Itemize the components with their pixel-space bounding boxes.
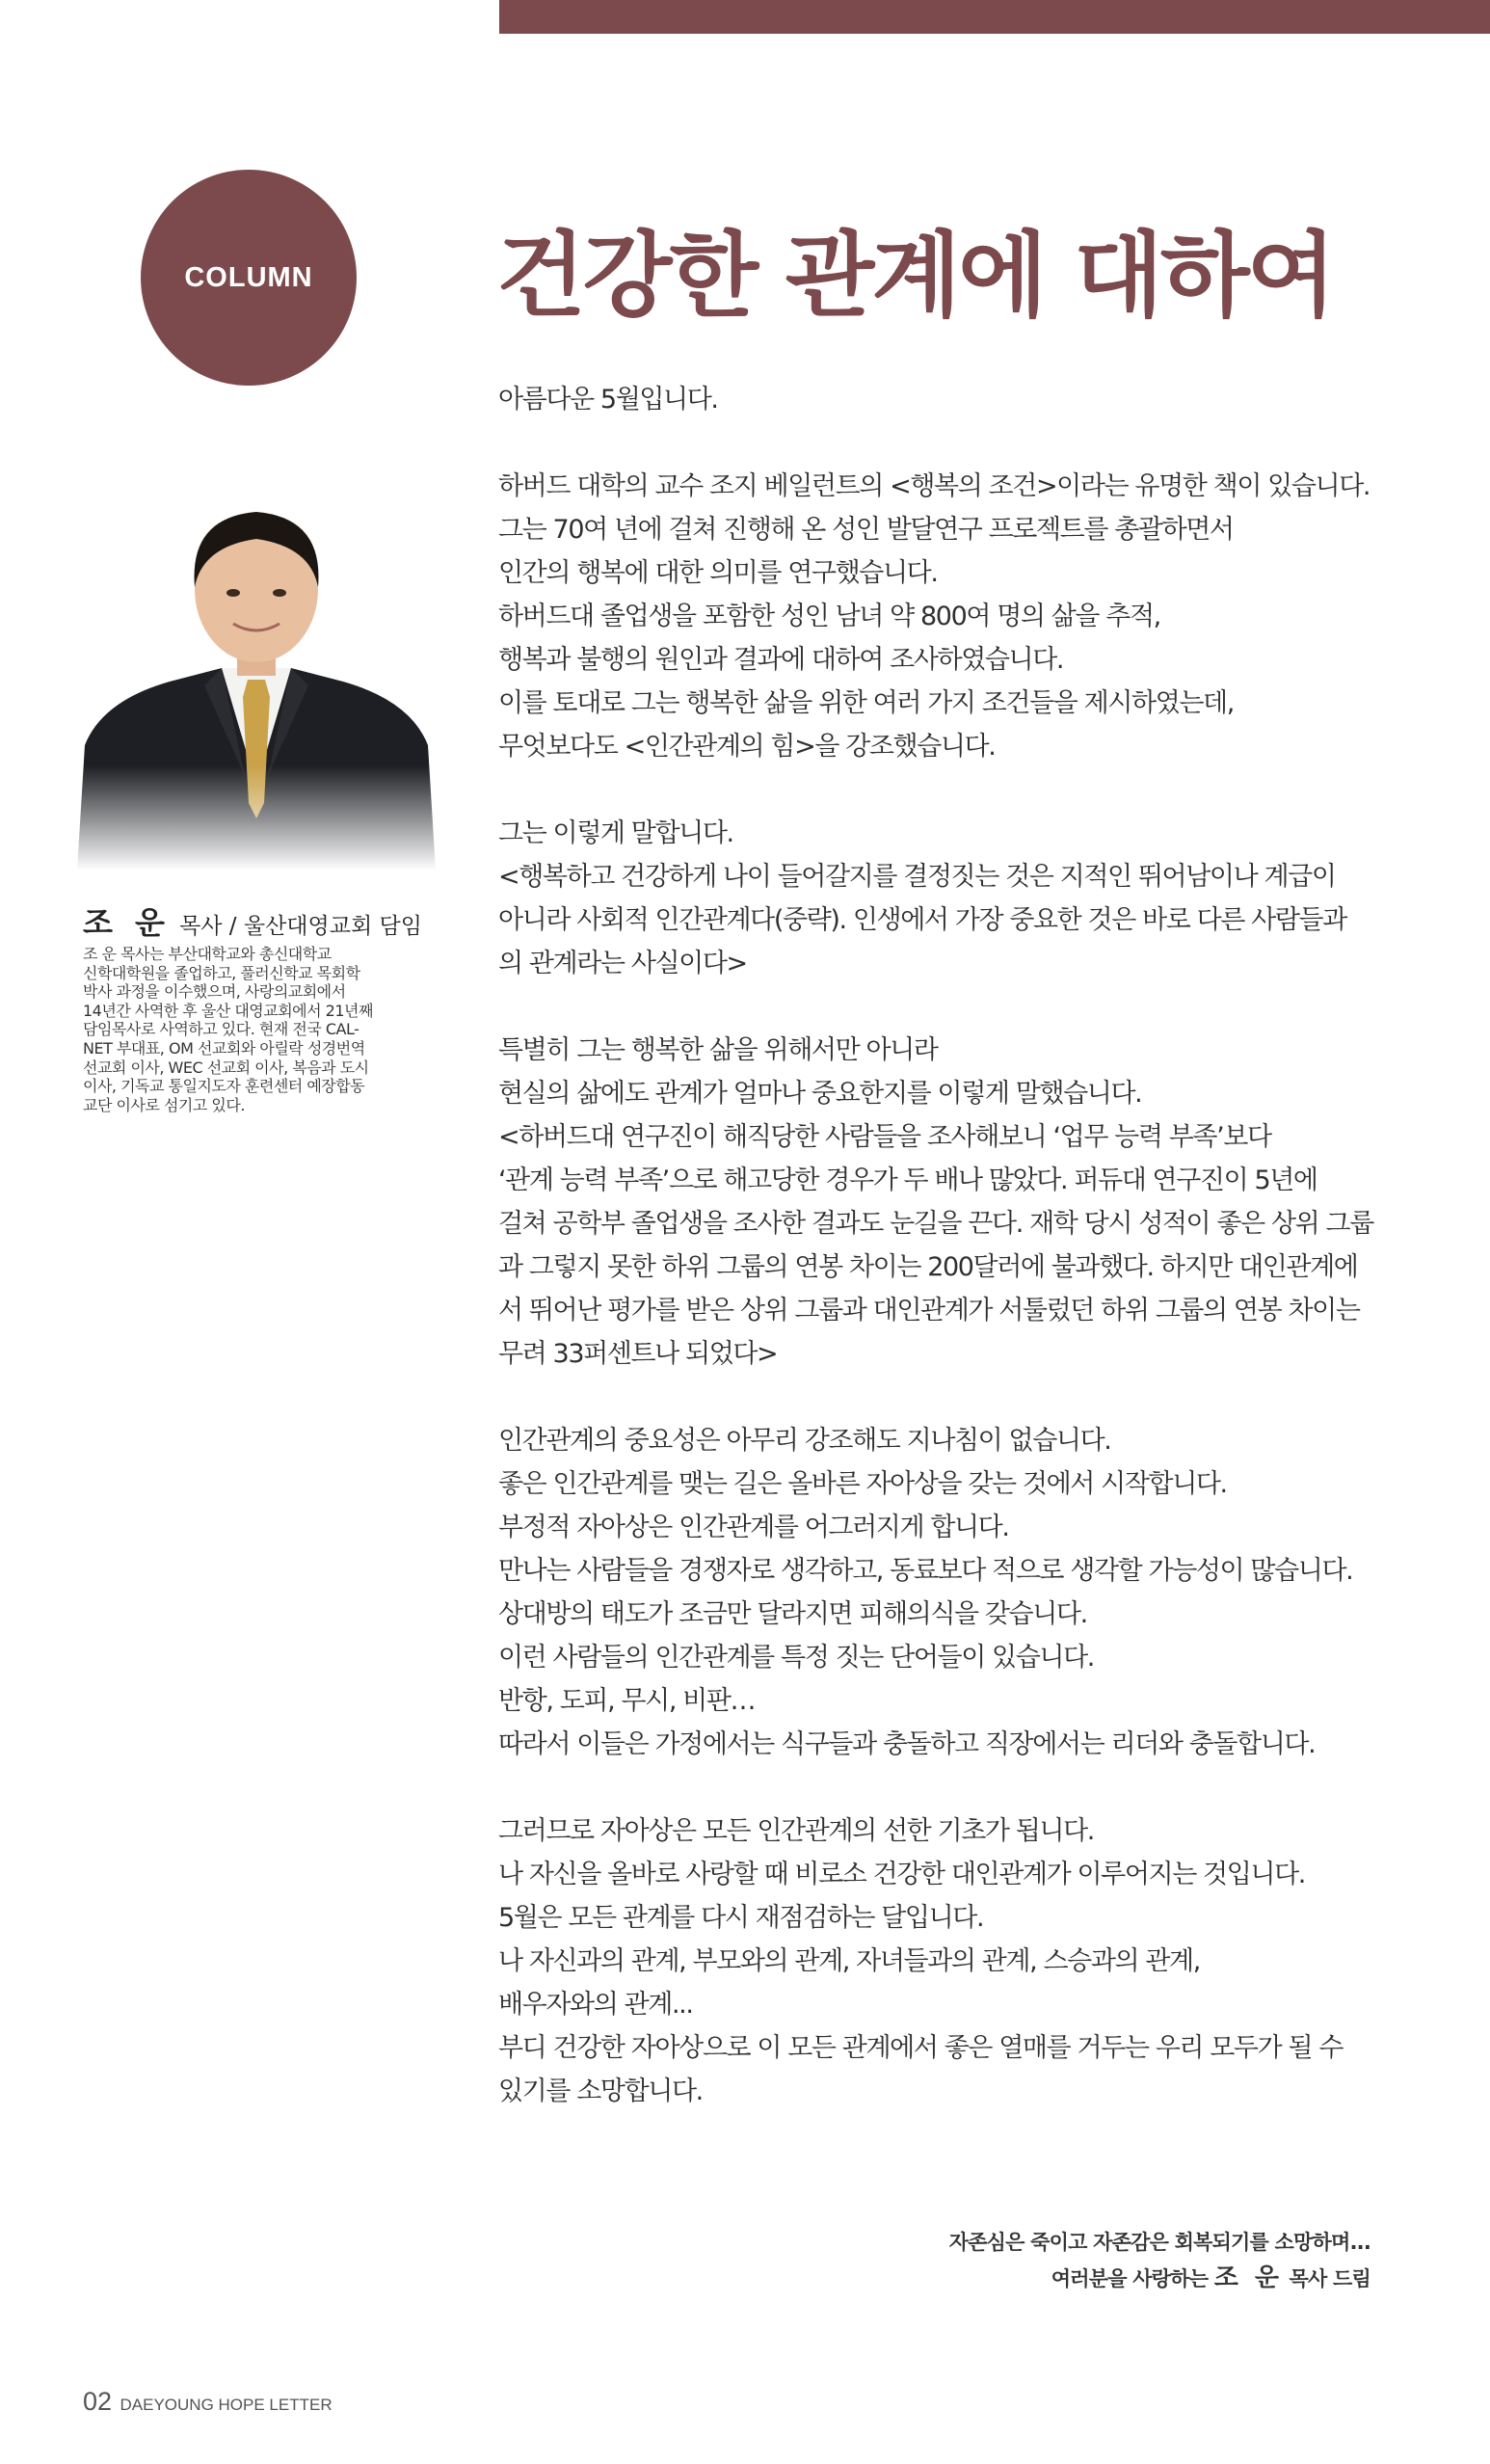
body-line: 무려 33퍼센트나 되었다>	[498, 1339, 778, 1369]
article-title: 건강한 관계에 대하여	[496, 222, 1334, 330]
body-line: <하버드대 연구진이 해직당한 사람들을 조사해보니 ‘업무 능력 부족’보다	[498, 1122, 1271, 1152]
body-line: 의 관계라는 사실이다>	[498, 949, 747, 978]
body-line: 특별히 그는 행복한 삶을 위해서만 아니라	[498, 1035, 938, 1065]
author-portrait	[77, 496, 436, 870]
body-line: 그러므로 자아상은 모든 인간관계의 선한 기초가 됩니다.	[498, 1816, 1094, 1846]
body-line: 있기를 소망합니다.	[498, 2076, 703, 2106]
body-line: 그는 70여 년에 걸쳐 진행해 온 성인 발달연구 프로젝트를 총괄하면서	[498, 515, 1234, 545]
article-body	[498, 378, 1375, 2113]
signature-name: 조 운	[1213, 2263, 1284, 2292]
body-line: 서 뛰어난 평가를 받은 상위 그룹과 대인관계가 서툴렀던 하위 그룹의 연봉 차이는	[498, 1296, 1360, 1326]
column-badge	[141, 170, 357, 386]
page-footer	[83, 2387, 333, 2417]
page-number: 02	[83, 2387, 113, 2416]
body-line: 상대방의 태도가 조금만 달라지면 피해의식을 갖습니다.	[498, 1599, 1087, 1629]
body-line: 부디 건강한 자아상으로 이 모든 관계에서 좋은 열매를 거두는 우리 모두가 될 수	[498, 2033, 1344, 2063]
body-line: 이를 토대로 그는 행복한 삶을 위한 여러 가지 조건들을 제시하였는데,	[498, 688, 1234, 718]
body-line: 행복과 불행의 원인과 결과에 대하여 조사하였습니다.	[498, 645, 1064, 675]
body-line: ‘관계 능력 부족’으로 해고당한 경우가 두 배나 많았다. 퍼듀대 연구진이 5년에	[498, 1165, 1317, 1195]
bio-line: NET 부대표, OM 선교회와 아릴락 성경번역	[83, 1038, 365, 1058]
body-line: 따라서 이들은 가정에서는 식구들과 충돌하고 직장에서는 리더와 충돌합니다.	[498, 1729, 1316, 1759]
body-line: 이런 사람들의 인간관계를 특정 짓는 단어들이 있습니다.	[498, 1643, 1094, 1673]
signature-line-2	[949, 2261, 1370, 2297]
body-line: 나 자신을 올바로 사랑할 때 비로소 건강한 대인관계가 이루어지는 것입니다.	[498, 1860, 1305, 1889]
body-line: 하버드 대학의 교수 조지 베일런트의 <행복의 조건>이라는 유명한 책이 있습니다.	[498, 471, 1370, 501]
body-line: 아니라 사회적 인간관계다(중략). 인생에서 가장 중요한 것은 바로 다른 사람들과	[498, 905, 1346, 935]
body-line: 좋은 인간관계를 맺는 길은 올바른 자아상을 갖는 것에서 시작합니다.	[498, 1469, 1227, 1499]
bio-line: 교단 이사로 섬기고 있다.	[83, 1095, 245, 1114]
body-line: 하버드대 졸업생을 포함한 성인 남녀 약 800여 명의 삶을 추적,	[498, 602, 1160, 631]
magazine-name: DAEYOUNG HOPE LETTER	[120, 2396, 333, 2414]
body-line: 무엇보다도 <인간관계의 힘>을 강조했습니다.	[498, 732, 996, 762]
bio-line: 담임목사로 사역하고 있다. 현재 전국 CAL-	[83, 1020, 359, 1039]
signature-suffix: 목사 드림	[1289, 2267, 1370, 2290]
author-name: 조 운	[83, 904, 171, 941]
paragraph-gap	[498, 985, 1375, 1029]
body-line: 부정적 자아상은 인간관계를 어그러지게 합니다.	[498, 1513, 1009, 1542]
bio-line: 14년간 사역한 후 울산 대영교회에서 21년째	[83, 1001, 373, 1020]
column-badge-label: COLUMN	[184, 261, 313, 293]
author-bio	[83, 945, 430, 1114]
bio-line: 이사, 기독교 통일지도자 훈련센터 예장합동	[83, 1077, 365, 1096]
signature-line-1: 자존심은 죽이고 자존감은 회복되기를 소망하며...	[948, 2231, 1370, 2254]
body-line: 5월은 모든 관계를 다시 재점검하는 달입니다.	[498, 1903, 984, 1933]
paragraph-gap	[498, 421, 1375, 465]
body-line: 현실의 삶에도 관계가 얼마나 중요한지를 이렇게 말했습니다.	[498, 1079, 1142, 1109]
paragraph-gap	[498, 768, 1375, 812]
body-line: 인간의 행복에 대한 의미를 연구했습니다.	[498, 558, 938, 588]
paragraph-gap	[498, 1766, 1375, 1809]
body-line: 반항, 도피, 무시, 비판…	[498, 1686, 756, 1716]
body-line: 아름다운 5월입니다.	[498, 385, 718, 415]
signature-prefix: 여러분을 사랑하는	[1051, 2267, 1209, 2290]
body-line: 나 자신과의 관계, 부모와의 관계, 자녀들과의 관계, 스승과의 관계,	[498, 1946, 1200, 1976]
body-line: 과 그렇지 못한 하위 그룹의 연봉 차이는 200달러에 불과했다. 하지만 대인관계에	[498, 1252, 1358, 1282]
bio-line: 박사 과정을 이수했으며, 사랑의교회에서	[83, 982, 346, 1002]
body-line: 걸쳐 공학부 졸업생을 조사한 결과도 눈길을 끈다. 재학 당시 성적이 좋은 상위 그룹	[498, 1209, 1373, 1239]
bio-line: 신학대학원을 졸업하고, 풀러신학교 목회학	[83, 963, 360, 982]
paragraph-gap	[498, 1376, 1375, 1419]
top-accent-bar	[499, 0, 1490, 34]
bio-line: 선교회 이사, WEC 선교회 이사, 복음과 도시	[83, 1058, 369, 1077]
body-line: 만나는 사람들을 경쟁자로 생각하고, 동료보다 적으로 생각할 가능성이 많습니다.	[498, 1556, 1353, 1586]
body-line: <행복하고 건강하게 나이 들어갈지를 결정짓는 것은 지적인 뛰어남이나 계급이	[498, 862, 1336, 892]
body-line: 인간관계의 중요성은 아무리 강조해도 지나침이 없습니다.	[498, 1426, 1111, 1456]
bio-line: 조 운 목사는 부산대학교와 총신대학교	[83, 945, 332, 963]
body-line: 배우자와의 관계...	[498, 1990, 693, 2020]
author-role: 목사 / 울산대영교회 담임	[179, 914, 422, 939]
body-line: 그는 이렇게 말합니다.	[498, 818, 733, 848]
author-line	[83, 898, 422, 943]
signature	[949, 2225, 1370, 2297]
